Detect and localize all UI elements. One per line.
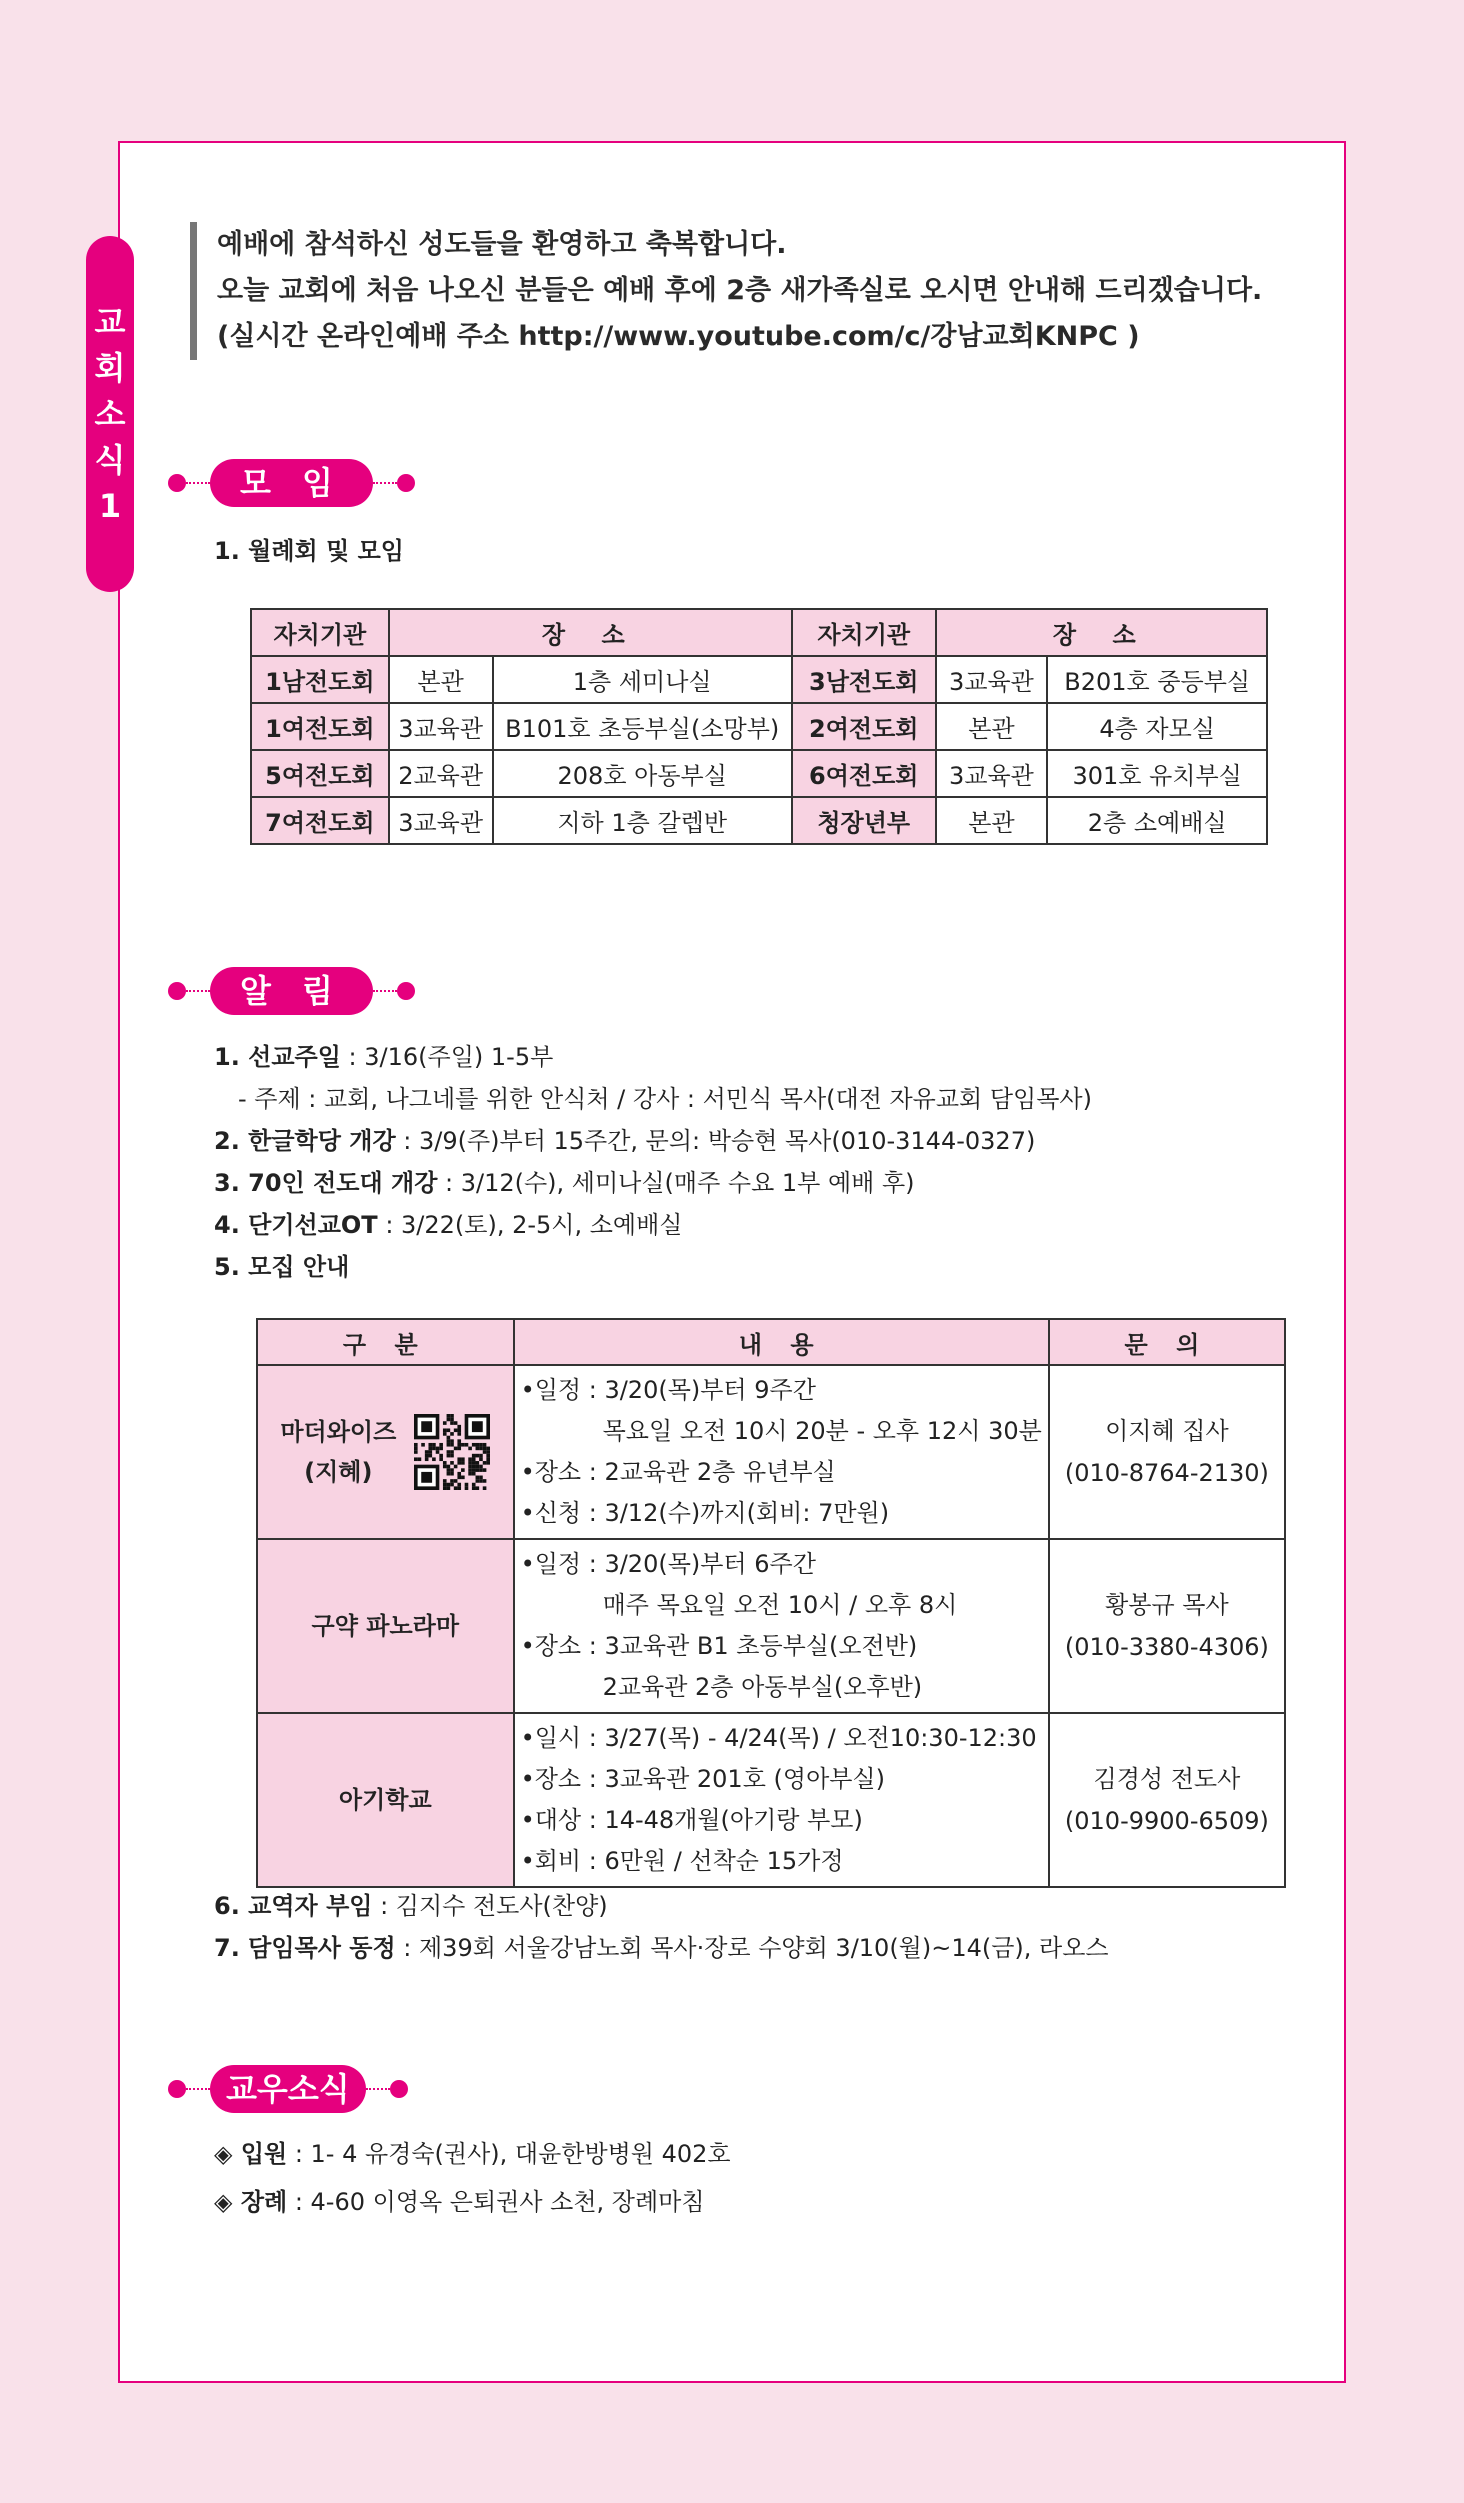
detail-line: •장소 : 3교육관 B1 초등부실(오전반) [520,1632,918,1660]
qr-code-icon [414,1414,490,1490]
bullet-dot-icon [397,474,415,492]
list-item [214,1036,1092,1078]
detail-line: •일시 : 3/27(목) - 4/24(목) / 오전10:30-12:30 [520,1724,1037,1752]
detail-line: •장소 : 3교육관 201호 (영아부실) [520,1765,885,1793]
list-item-label: ◈ 입원 [214,2140,288,2168]
table-cell: 1층 세미나실 [493,656,792,703]
column-header: 장 소 [936,609,1267,656]
list-item-label: 2. 한글학당 개강 [214,1127,396,1155]
list-item [214,2130,731,2178]
program-name-cell [257,1539,514,1713]
list-item-label: 4. 단기선교OT [214,1211,378,1239]
side-tab-char: 회 [94,349,126,387]
detail-line: •대상 : 14-48개월(아기랑 부모) [520,1806,863,1834]
section-header-member-news [168,2063,408,2115]
detail-line: •장소 : 2교육관 2층 유년부실 [520,1458,836,1486]
list-item-label: 5. 모집 안내 [214,1253,350,1281]
program-name-cell [257,1365,514,1539]
column-header: 문 의 [1049,1319,1285,1365]
dotted-line [373,990,397,992]
table-cell: 청장년부 [792,797,936,844]
table-cell: 1남전도회 [251,656,389,703]
program-name: 구약 파노라마 [311,1612,460,1640]
column-header: 장 소 [389,609,792,656]
list-item [214,1927,1109,1969]
table-cell: 6여전도회 [792,750,936,797]
welcome-notice [190,222,1262,360]
contact-line: (010-8764-2130) [1064,1459,1269,1487]
dotted-line [373,482,397,484]
table-cell: 2층 소예배실 [1047,797,1267,844]
table-row [251,703,1267,750]
table-cell: 4층 자모실 [1047,703,1267,750]
notice-list [214,1036,1092,1288]
section-header-notices [168,965,415,1017]
list-item [214,1120,1092,1162]
bullet-dot-icon [397,982,415,1000]
side-tab-char: 식 [94,441,126,479]
meetings-subtitle: 1. 월례회 및 모임 [214,537,404,565]
meetings-table [250,608,1268,845]
table-cell: 2교육관 [389,750,493,797]
program-details-cell [514,1713,1049,1887]
welcome-line: 오늘 교회에 처음 나오신 분들은 예배 후에 2층 새가족실로 오시면 안내해 드리겠습니다. [217,275,1263,306]
table-cell: B101호 초등부실(소망부) [493,703,792,750]
list-item-label: 7. 담임목사 동정 [214,1934,396,1962]
bullet-dot-icon [168,2080,186,2098]
table-cell: 3교육관 [389,797,493,844]
table-cell: 3교육관 [936,656,1048,703]
list-item-label: 6. 교역자 부임 [214,1892,373,1920]
column-header: 자치기관 [792,609,936,656]
table-row [251,797,1267,844]
detail-line: 2교육관 2층 아동부실(오후반) [602,1673,923,1701]
table-cell: 3교육관 [936,750,1048,797]
table-cell: 3교육관 [389,703,493,750]
table-row [251,750,1267,797]
table-cell: 208호 아동부실 [493,750,792,797]
welcome-line: (실시간 온라인예배 주소 http://www.youtube.com/c/강남교회KNPC ) [217,321,1140,352]
section-title: 교우소식 [210,2065,366,2113]
welcome-line: 예배에 참석하신 성도들을 환영하고 축복합니다. [217,229,787,260]
table-header-row [251,609,1267,656]
column-header: 내 용 [514,1319,1049,1365]
contact-line: 김경성 전도사 [1093,1765,1241,1793]
member-news-list [214,2130,731,2226]
contact-line: 이지혜 집사 [1105,1417,1229,1445]
list-item-text: : 김지수 전도사(찬양) [372,1892,608,1920]
table-row [257,1365,1285,1539]
program-details-cell [514,1365,1049,1539]
table-row [251,656,1267,703]
contact-line: (010-3380-4306) [1064,1633,1269,1661]
table-cell: 7여전도회 [251,797,389,844]
side-tab [86,236,134,592]
bullet-dot-icon [168,982,186,1000]
list-item-text: : 3/12(수), 세미나실(매주 수요 1부 예배 후) [437,1169,915,1197]
dotted-line [186,2088,210,2090]
dotted-line [186,482,210,484]
program-name: 마더와이즈 [280,1418,397,1446]
detail-line: 목요일 오전 10시 20분 - 오후 12시 30분 [602,1417,1042,1445]
contact-cell [1049,1365,1285,1539]
detail-line: •신청 : 3/12(수)까지(회비: 7만원) [520,1499,890,1527]
list-item [214,1204,1092,1246]
table-cell: 본관 [936,703,1048,750]
list-item-text: : 3/22(토), 2-5시, 소예배실 [377,1211,683,1239]
list-item [214,1162,1092,1204]
list-item-text: : 1- 4 유경숙(권사), 대윤한방병원 402호 [287,2140,731,2168]
side-tab-char: 교 [94,303,126,341]
table-cell: 지하 1층 갈렙반 [493,797,792,844]
table-cell: 301호 유치부실 [1047,750,1267,797]
table-cell: 5여전도회 [251,750,389,797]
dotted-line [186,990,210,992]
detail-line: •일정 : 3/20(목)부터 9주간 [520,1376,816,1404]
detail-line: 매주 목요일 오전 10시 / 오후 8시 [602,1591,958,1619]
notice-list-continued [214,1885,1109,1969]
section-header-meetings [168,457,415,509]
contact-cell [1049,1539,1285,1713]
table-cell: 1여전도회 [251,703,389,750]
list-item-label: ◈ 장례 [214,2188,288,2216]
column-header: 구 분 [257,1319,514,1365]
list-item-text: : 4-60 이영옥 은퇴권사 소천, 장례마침 [287,2188,705,2216]
table-row [257,1539,1285,1713]
contact-line: (010-9900-6509) [1064,1807,1269,1835]
list-item-text: : 제39회 서울강남노회 목사·장로 수양회 3/10(월)~14(금), 라오스 [395,1934,1109,1962]
detail-line: •일정 : 3/20(목)부터 6주간 [520,1550,816,1578]
table-cell: 본관 [936,797,1048,844]
table-header-row [257,1319,1285,1365]
list-item-text: : 3/9(주)부터 15주간, 문의: 박승현 목사(010-3144-0327) [395,1127,1036,1155]
table-cell: 본관 [389,656,493,703]
section-title: 모 임 [210,459,373,507]
column-header: 자치기관 [251,609,389,656]
program-name-cell [257,1713,514,1887]
program-name: (지혜) [304,1458,373,1486]
contact-line: 황봉규 목사 [1105,1591,1229,1619]
list-item [214,2178,731,2226]
list-item [214,1246,1092,1288]
list-item-text: - 주제 : 교회, 나그네를 위한 안식처 / 강사 : 서민식 목사(대전 자유교회 담임목사) [238,1085,1092,1113]
program-details-cell [514,1539,1049,1713]
side-tab-char: 소 [94,395,126,433]
program-name: 아기학교 [338,1786,432,1814]
side-tab-char: 1 [98,487,122,525]
recruit-table [256,1318,1286,1888]
table-cell: 3남전도회 [792,656,936,703]
list-item-label: 3. 70인 전도대 개강 [214,1169,438,1197]
bullet-dot-icon [390,2080,408,2098]
contact-cell [1049,1713,1285,1887]
table-cell: 2여전도회 [792,703,936,750]
list-item [214,1078,1092,1120]
table-row [257,1713,1285,1887]
section-title: 알 림 [210,967,373,1015]
detail-line: •회비 : 6만원 / 선착순 15가정 [520,1847,844,1875]
list-item [214,1885,1109,1927]
dotted-line [366,2088,390,2090]
bullet-dot-icon [168,474,186,492]
list-item-text: : 3/16(주일) 1-5부 [340,1043,554,1071]
list-item-label: 1. 선교주일 [214,1043,341,1071]
table-cell: B201호 중등부실 [1047,656,1267,703]
